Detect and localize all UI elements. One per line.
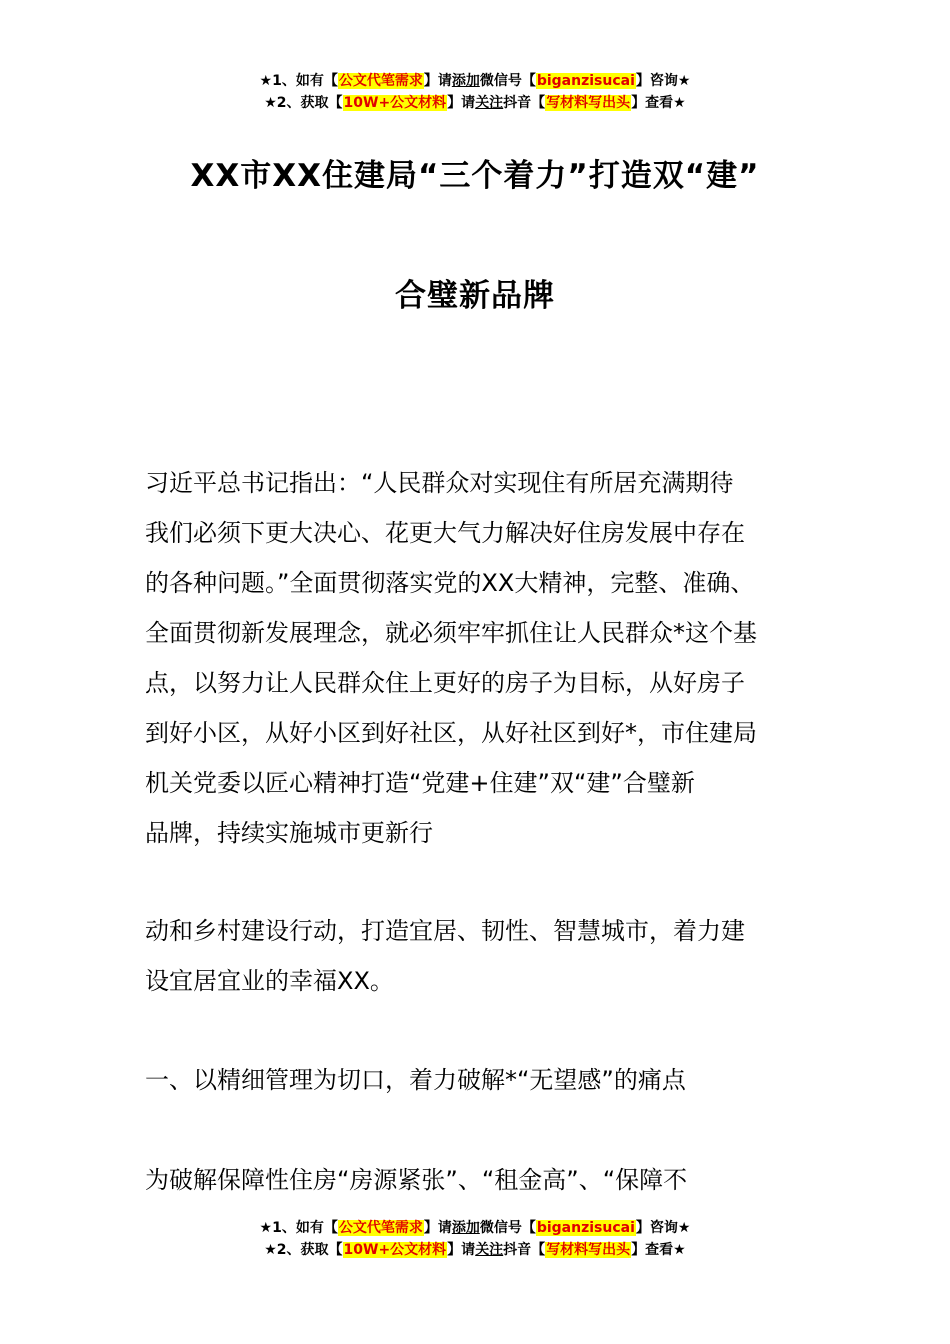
- promo-underline: 添加: [451, 1220, 480, 1236]
- promo-underline: 关注: [475, 1242, 504, 1258]
- promo-text: 】请: [423, 73, 452, 89]
- promo-underline: 添加: [451, 73, 480, 89]
- promo-text: 微信号【: [479, 73, 536, 89]
- document-title-line-2: 合璧新品牌: [395, 278, 555, 314]
- paragraph-line: 机关党委以匠心精神打造“党建+住建”双“建”合璧新: [145, 769, 695, 797]
- promo-highlight: 写材料写出头: [546, 95, 631, 111]
- promo-line-2: [0, 92, 950, 114]
- paragraph-line: 设宜居宜业的幸福XX。: [145, 967, 394, 995]
- promo-banner-bottom: [0, 1217, 950, 1261]
- promo-text: 抖音【: [503, 95, 546, 111]
- promo-highlight: 10W+公文材料: [343, 1242, 447, 1258]
- promo-text: 】咨询★: [635, 1220, 691, 1236]
- promo-text: 】咨询★: [635, 73, 691, 89]
- promo-highlight: 写材料写出头: [546, 1242, 631, 1258]
- paragraph-1: [145, 458, 825, 858]
- promo-highlight: 10W+公文材料: [343, 95, 447, 111]
- promo-text: 】请: [447, 1242, 476, 1258]
- promo-line-2: [0, 1239, 950, 1261]
- promo-text: 】查看★: [631, 95, 686, 111]
- document-title-line-1: XX市XX住建局“三个着力”打造双“建”: [190, 158, 760, 194]
- paragraph-2: [145, 906, 825, 1006]
- paragraph-line: 点，以努力让人民群众住上更好的房子为目标，从好房子: [145, 669, 745, 697]
- promo-text: 】查看★: [631, 1242, 686, 1258]
- paragraph-line: 到好小区，从好小区到好社区，从好社区到好*，市住建局: [145, 719, 757, 747]
- promo-text: ★1、如有【: [259, 73, 338, 89]
- promo-text: ★1、如有【: [259, 1220, 338, 1236]
- promo-line-1: [0, 1217, 950, 1239]
- promo-text: 抖音【: [503, 1242, 546, 1258]
- promo-text: 微信号【: [479, 1220, 536, 1236]
- promo-line-1: [0, 70, 950, 92]
- section-1-heading: 一、以精细管理为切口，着力破解*“无望感”的痛点: [145, 1066, 686, 1094]
- paragraph-line: 的各种问题。”全面贯彻落实党的XX大精神，完整、准确、: [145, 569, 755, 597]
- paragraph-line: 动和乡村建设行动，打造宜居、韧性、智慧城市，着力建: [145, 917, 745, 945]
- promo-underline: 关注: [475, 95, 504, 111]
- paragraph-line: 我们必须下更大决心、花更大气力解决好住房发展中存在: [145, 519, 745, 547]
- promo-text: ★2、获取【: [264, 1242, 343, 1258]
- promo-text: 】请: [447, 95, 476, 111]
- paragraph-3: 为破解保障性住房“房源紧张”、“租金高”、“保障不: [145, 1166, 688, 1194]
- promo-highlight: 公文代笔需求: [338, 1220, 423, 1236]
- paragraph-line: 品牌，持续实施城市更新行: [145, 819, 433, 847]
- promo-highlight: biganzisucai: [536, 1220, 635, 1236]
- paragraph-line: 习近平总书记指出：“人民群众对实现住有所居充满期待: [145, 469, 734, 497]
- promo-highlight: 公文代笔需求: [338, 73, 423, 89]
- paragraph-line: 全面贯彻新发展理念，就必须牢牢抓住让人民群众*这个基: [145, 619, 757, 647]
- promo-banner-top: [0, 70, 950, 114]
- promo-text: 】请: [423, 1220, 452, 1236]
- promo-text: ★2、获取【: [264, 95, 343, 111]
- promo-highlight: biganzisucai: [536, 73, 635, 89]
